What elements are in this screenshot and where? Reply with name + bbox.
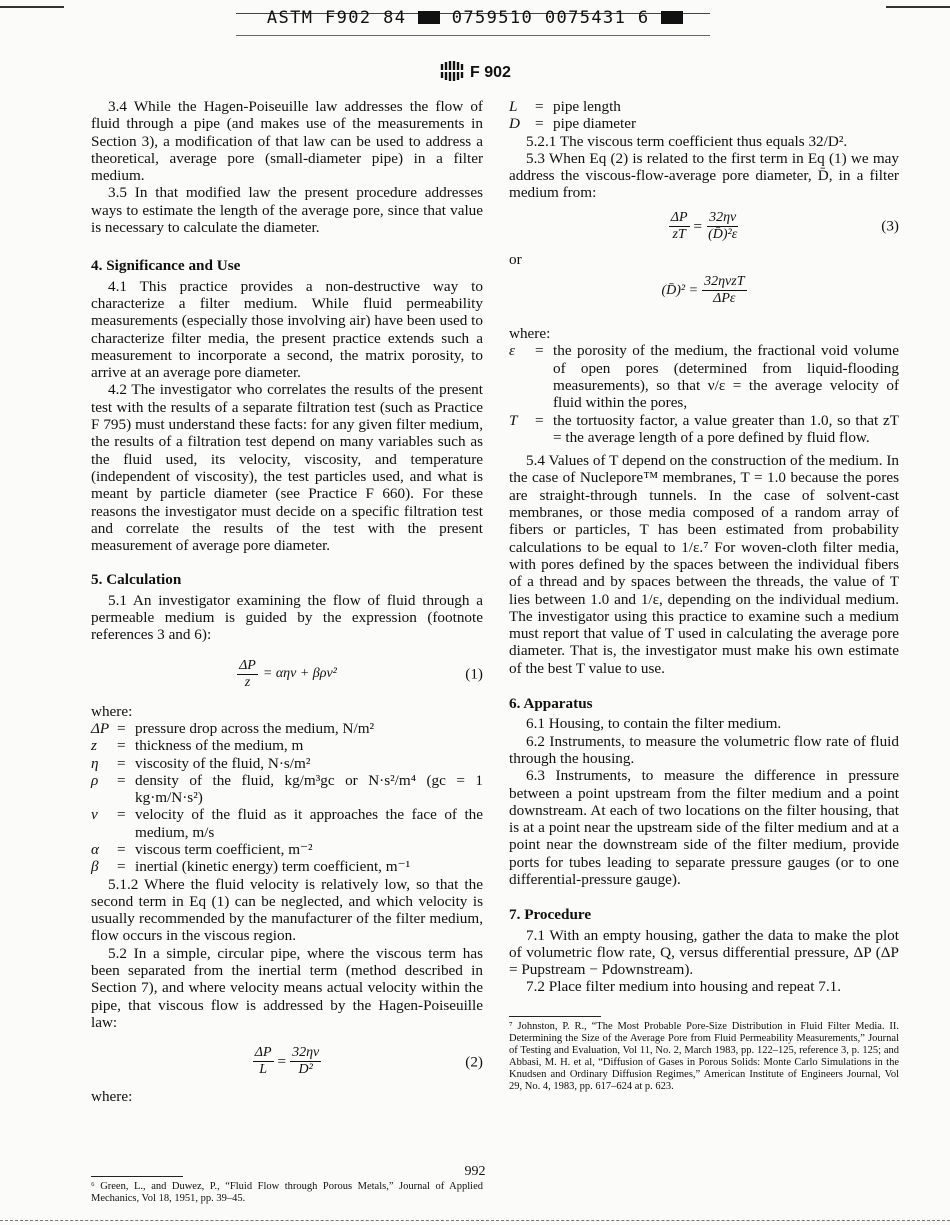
para-5-2: 5.2 In a simple, circular pipe, where the viscous term has been separated from the inertial term (method described in Section 7), and where velocity means actual velocity within the pipe, that viscous flow is addressed by the Hagen-Poiseuille law: [91, 944, 483, 1031]
definition-row [509, 412, 899, 447]
definition-symbol: T [509, 411, 518, 429]
para-5-2-1: 5.2.1 The viscous term coefficient thus equals 32/D². [526, 132, 848, 150]
para-7-2: 7.2 Place filter medium into housing and repeat 7.1. [526, 978, 842, 996]
definition-text: inertial (kinetic energy) term coefficient, m⁻¹ [135, 858, 411, 876]
definition-text: the porosity of the medium, the fractional void volume of open pores (determined from liquid-flooding measurements), so that ν/ε = the average velocity of fluid within the pores, [553, 342, 899, 412]
eq3-lhs-fraction [669, 210, 690, 243]
eq2-number: (2) [465, 1053, 483, 1071]
para-3-4: 3.4 While the Hagen-Poiseuille law addresses the flow of fluid through a pipe (and makes use of the measurements in Section 3), a modification of that law can be used to address a theoretical, average pore (small-diameter pipe) in a filter medium. [91, 98, 483, 185]
running-header [0, 6, 950, 34]
definition-text: the tortuosity factor, a value greater than 1.0, so that zT = the average length of a pore defined by fluid flow. [553, 411, 899, 446]
definition-row [91, 772, 483, 807]
definition-text: density of the fluid, kg/m³gc or N·s²/m⁴ (gc = 1 kg·m/N·s²) [135, 771, 483, 807]
definition-row [509, 115, 899, 132]
definition-row [91, 858, 483, 875]
definition-row [91, 720, 483, 737]
definition-equals: = [535, 411, 544, 429]
header-code-a: ASTM F902 84 [266, 8, 407, 28]
definition-row [91, 755, 483, 772]
definition-symbol: ν [91, 806, 98, 824]
equation-3 [509, 210, 899, 243]
para-5-4: 5.4 Values of T depend on the construction of the medium. In the case of Nuclepore™ membranes, T = 1.0 because the pores are straight-through tunnels. In the case of solvent-cast membranes, or those media composed of a random array of fibers or particles, T has been estimated from probability calculations to be equal to 1/ε.⁷ For woven-cloth filter media, with pores defined by the spaces between the individual fibers of a thread and by spaces between the threads, the value of T lies between 1.0 and 1/ε, depending on the individual medium. The investigator using this practice to examine such a medium must report that value of T used in calculating the average pore diameter. That is, the investigator must make his own estimate of the best T value to use. [509, 452, 899, 677]
para-3-5: 3.5 In that modified law the present procedure addresses ways to estimate the length of the average pore, since that value is necessary to calculate the diameter. [91, 184, 483, 237]
header-code-b: 0759510 0075431 6 [451, 8, 650, 28]
right-column [509, 98, 899, 1093]
definition-text: viscosity of the fluid, N·s/m² [135, 754, 311, 772]
header-block-mark [661, 11, 683, 24]
definition-row [91, 841, 483, 858]
definition-equals: = [117, 719, 126, 737]
definition-equals: = [117, 806, 126, 824]
header-rule-right [886, 6, 950, 8]
definition-equals: = [117, 771, 126, 789]
bottom-scan-edge [0, 1220, 950, 1221]
para-4-2: 4.2 The investigator who correlates the results of the present test with the results of a separate filtration test (such as Practice F 795) must understand these facts: for any given filter medium, the results of a filtration test depend on many variables such as the fluid used, its velocity, viscosity, and temperature (independent of viscosity), the test particles used, and what is meant by particle diameter (see Practice F 660). For these reasons the investigator must decide on a specific filtration test and correlate the results of the test with the present measurement of average pore diameter. [91, 381, 483, 555]
para-6-2: 6.2 Instruments, to measure the volumetric flow rate of fluid through the housing. [509, 732, 899, 767]
definition-equals: = [117, 858, 126, 876]
definition-equals: = [117, 737, 126, 755]
section-5-heading: 5. Calculation [91, 571, 182, 589]
eq3-lhs-denominator: zT [672, 226, 686, 242]
definition-symbol: ΔP [91, 719, 110, 737]
astm-logo-icon [439, 60, 465, 82]
definition-equals: = [535, 342, 544, 360]
definitions-eq1 [91, 720, 483, 876]
eq4-denominator: ΔPε [713, 291, 736, 307]
definitions-eq3 [509, 342, 899, 446]
eq2-lhs-denominator: L [259, 1062, 268, 1078]
section-7-heading: 7. Procedure [509, 906, 592, 924]
eq3-rhs-fraction [706, 210, 739, 243]
para-5-1-2: 5.1.2 Where the fluid velocity is relatively low, so that the second term in Eq (1) can be neglected, and which velocity is usually recommended by the manufacturer of the filter medium, flow occurs in the viscous region. [91, 875, 483, 945]
eq3-rhs-numerator: 32ην [709, 209, 737, 225]
where-label-2: where: [91, 1088, 133, 1106]
footnote-rule-right [509, 1016, 601, 1017]
footnote-7: ⁷ Johnston, P. R., “The Most Probable Pore-Size Distribution in Fluid Filter Media. II. Determining the Size of the Average Pore from Fluid Permeability Measurements,” Journal of Testing and Evaluation, Vol 11, No. 2, March 1983, pp. 122–125, reference 3, p. 125; and Abbasi, M. H. et al, “Diffusion of Gases in Porous Solids: Monte Carlo Simulations in the Knudsen and Ordinary Diffusion Regimes,” American Institute of Engineers Journal, Vol 29, No. 4, 1983, pp. 617–624 at p. 623. [509, 1020, 899, 1092]
header-rule-left [0, 6, 64, 8]
section-6-heading: 6. Apparatus [509, 695, 593, 713]
definition-symbol: α [91, 840, 99, 858]
eq1-number: (1) [465, 665, 483, 683]
eq1-denominator: z [244, 674, 251, 690]
eq3-number: (3) [881, 217, 899, 235]
definition-symbol: D [509, 115, 520, 133]
eq2-lhs-numerator: ΔP [254, 1045, 272, 1061]
definition-symbol: z [91, 737, 97, 755]
eq1-rhs: = αην + βρν² [262, 666, 337, 682]
definition-row [91, 737, 483, 754]
header-code [0, 10, 950, 27]
definition-symbol: ρ [91, 771, 99, 789]
eq3-lhs-numerator: ΔP [670, 209, 688, 225]
page-number: 992 [464, 1164, 486, 1179]
eq1-fraction [237, 658, 258, 691]
definition-equals: = [535, 98, 544, 115]
definition-text: pipe length [553, 98, 621, 115]
section-4-heading: 4. Significance and Use [91, 257, 241, 275]
or-label: or [509, 250, 522, 268]
definition-equals: = [535, 115, 544, 133]
left-column [91, 98, 483, 1205]
eq2-rhs-numerator: 32ην [292, 1045, 320, 1061]
definition-text: pressure drop across the medium, N/m² [135, 719, 375, 737]
definition-row [509, 342, 899, 411]
eq4-lhs: (D̄)² = [661, 282, 699, 298]
definition-text: thickness of the medium, m [135, 737, 304, 755]
equation-2 [91, 1045, 483, 1078]
definition-equals: = [117, 840, 126, 858]
definition-row [91, 806, 483, 841]
para-6-1: 6.1 Housing, to contain the filter medium. [526, 715, 782, 733]
definition-symbol: L [509, 98, 518, 115]
definition-symbol: β [91, 858, 99, 876]
eq1-numerator: ΔP [239, 657, 256, 673]
para-7-1: 7.1 With an empty housing, gather the data to make the plot of volumetric flow rate, Q, versus differential pressure, ΔP (ΔP = Pupstream − Pdownstream). [509, 926, 899, 979]
para-4-1: 4.1 This practice provides a non-destructive way to characterize a filter medium. While fluid permeability measurements (especially those involving air) have been used to characterize filter media, the present practice extends such a measurement to incorporate a second, the matrix porosity, to arrive at an average pore diameter. [91, 277, 483, 382]
definition-symbol: η [91, 754, 99, 772]
definitions-eq2 [509, 98, 899, 133]
para-5-1: 5.1 An investigator examining the flow of fluid through a permeable medium is guided by the expression (footnote references 3 and 6): [91, 591, 483, 644]
eq2-equals: = [277, 1053, 287, 1071]
eq4-numerator: 32ηνzT [704, 274, 745, 290]
equation-1 [91, 658, 483, 691]
designation: F 902 [470, 64, 511, 81]
definition-equals: = [117, 754, 126, 772]
eq2-rhs-denominator: D² [298, 1062, 313, 1078]
eq2-rhs-fraction [290, 1045, 321, 1078]
designation-line [0, 60, 950, 82]
para-5-3: 5.3 When Eq (2) is related to the first term in Eq (1) we may address the viscous-flow-average pore diameter, D̄, in a filter medium from: [509, 149, 899, 202]
definition-row [509, 98, 899, 115]
eq4-fraction [702, 274, 746, 307]
definition-text: viscous term coefficient, m⁻² [135, 840, 313, 858]
header-block-mark [418, 11, 440, 24]
eq2-lhs-fraction [253, 1045, 274, 1078]
header-rule-bottom [236, 35, 710, 36]
where-label-3: where: [509, 325, 551, 343]
eq3-rhs-denominator: (D̄)²ε [708, 226, 738, 242]
eq3-equals: = [693, 217, 703, 235]
para-6-3: 6.3 Instruments, to measure the difference in pressure between a point upstream from the filter medium and a point downstream. At each of two locations on the filter housing, that is at a point near the upstream side of the filter medium and at a point near the downstream side of the filter medium, provide ports for tubes leading to separate pressure gauges (or to one differential-pressure gauge). [509, 767, 899, 888]
footnote-6: ⁶ Green, L., and Duwez, P., “Fluid Flow through Porous Metals,” Journal of Applied Mechanics, Vol 18, 1951, pp. 39–45. [91, 1180, 483, 1204]
where-label-1: where: [91, 702, 133, 720]
definition-text: velocity of the fluid as it approaches the face of the medium, m/s [135, 806, 483, 841]
equation-4 [509, 274, 899, 307]
definition-text: pipe diameter [553, 115, 637, 133]
definition-symbol: ε [509, 342, 515, 360]
